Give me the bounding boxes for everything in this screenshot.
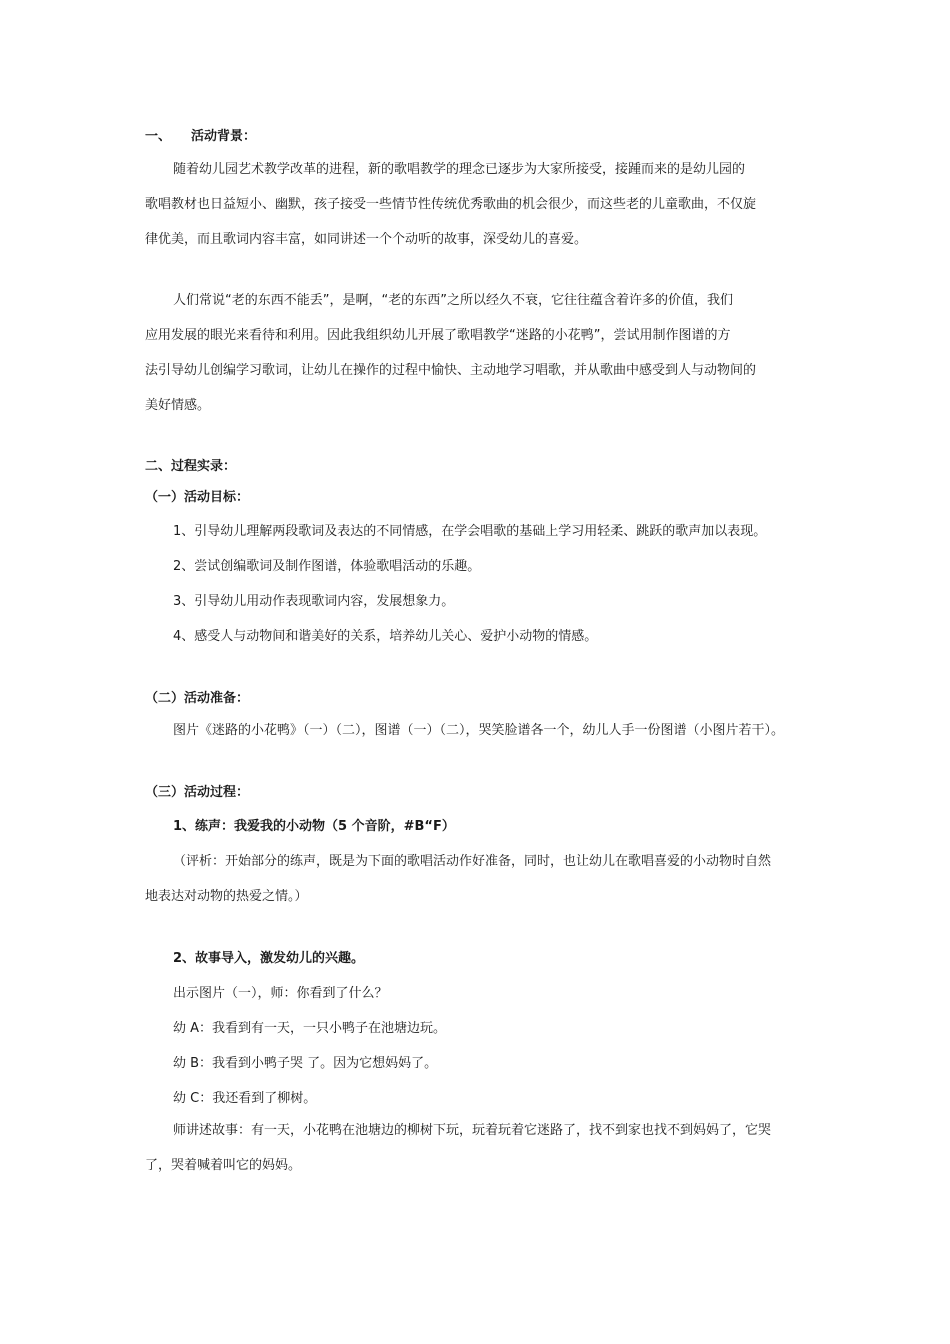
step1-title: 1、练声：我爱我的小动物（5 个音阶，#B“F）: [173, 819, 455, 834]
story-line-1: 师讲述故事：有一天，小花鸭在池塘边的柳树下玩，玩着玩着它迷路了，找不到家也找不到妈妈了，它哭: [173, 1123, 772, 1138]
para1-line-2: 歌唱教材也日益短小、幽默，孩子接受一些情节性传统优秀歌曲的机会很少，而这些老的儿童歌曲，不仅旋: [145, 197, 757, 212]
step2-line-2: 幼 A：我看到有一天，一只小鸭子在池塘边玩。: [173, 1021, 447, 1036]
step2-line-3: 幼 B：我看到小鸭子哭 了。因为它想妈妈了。: [173, 1056, 438, 1071]
goal-3: 3、引导幼儿用动作表现歌词内容，发展想象力。: [173, 594, 455, 609]
step1-comment-line-2: 地表达对动物的热爱之情。）: [145, 889, 308, 904]
para1-line-3: 律优美，而且歌词内容丰富，如同讲述一个个动听的故事，深受幼儿的喜爱。: [145, 232, 588, 247]
para2-line-4: 美好情感。: [145, 398, 211, 413]
para2-line-2: 应用发展的眼光来看待和利用。因此我组织幼儿开展了歌唱教学“迷路的小花鸭”，尝试用制作图谱的方: [145, 328, 731, 343]
para2-line-1: 人们常说“老的东西不能丢”，是啊，“老的东西”之所以经久不衰，它往往蕴含着许多的价值，我们: [173, 293, 733, 308]
step1-comment-line-1: （评析：开始部分的练声，既是为下面的歌唱活动作好准备，同时，也让幼儿在歌唱喜爱的小动物时自然: [173, 854, 772, 869]
process-heading: （三）活动过程：: [145, 785, 250, 800]
section1-number: 一、: [145, 129, 172, 144]
prep-heading: （二）活动准备：: [145, 691, 250, 706]
para1-line-1: 随着幼儿园艺术教学改革的进程，新的歌唱教学的理念已逐步为大家所接受，接踵而来的是幼儿园的: [173, 162, 746, 177]
section1-heading: [145, 128, 810, 146]
para2-line-3: 法引导幼儿创编学习歌词，让幼儿在操作的过程中愉快、主动地学习唱歌，并从歌曲中感受到人与动物间的: [145, 363, 757, 378]
step2-line-1: 出示图片（一），师：你看到了什么？: [173, 986, 388, 1001]
goal-2: 2、尝试创编歌词及制作图谱，体验歌唱活动的乐趣。: [173, 559, 481, 574]
section2-heading: 二、过程实录：: [145, 459, 237, 474]
goal-4: 4、感受人与动物间和谐美好的关系，培养幼儿关心、爱护小动物的情感。: [173, 629, 598, 644]
goal-1: 1、引导幼儿理解两段歌词及表达的不同情感，在学会唱歌的基础上学习用轻柔、跳跃的歌声加以表现。: [173, 524, 767, 539]
goals-heading: （一）活动目标：: [145, 490, 250, 505]
story-line-2: 了，哭着喊着叫它的妈妈。: [145, 1158, 302, 1173]
section1-title: 活动背景：: [191, 129, 257, 144]
step2-line-4: 幼 C：我还看到了柳树。: [173, 1091, 317, 1106]
prep-text: 图片《迷路的小花鸭》（一）（二），图谱（一）（二），哭笑脸谱各一个，幼儿人手一份图谱（小图片若干）。: [173, 723, 785, 738]
step2-title: 2、故事导入，激发幼儿的兴趣。: [173, 951, 365, 966]
